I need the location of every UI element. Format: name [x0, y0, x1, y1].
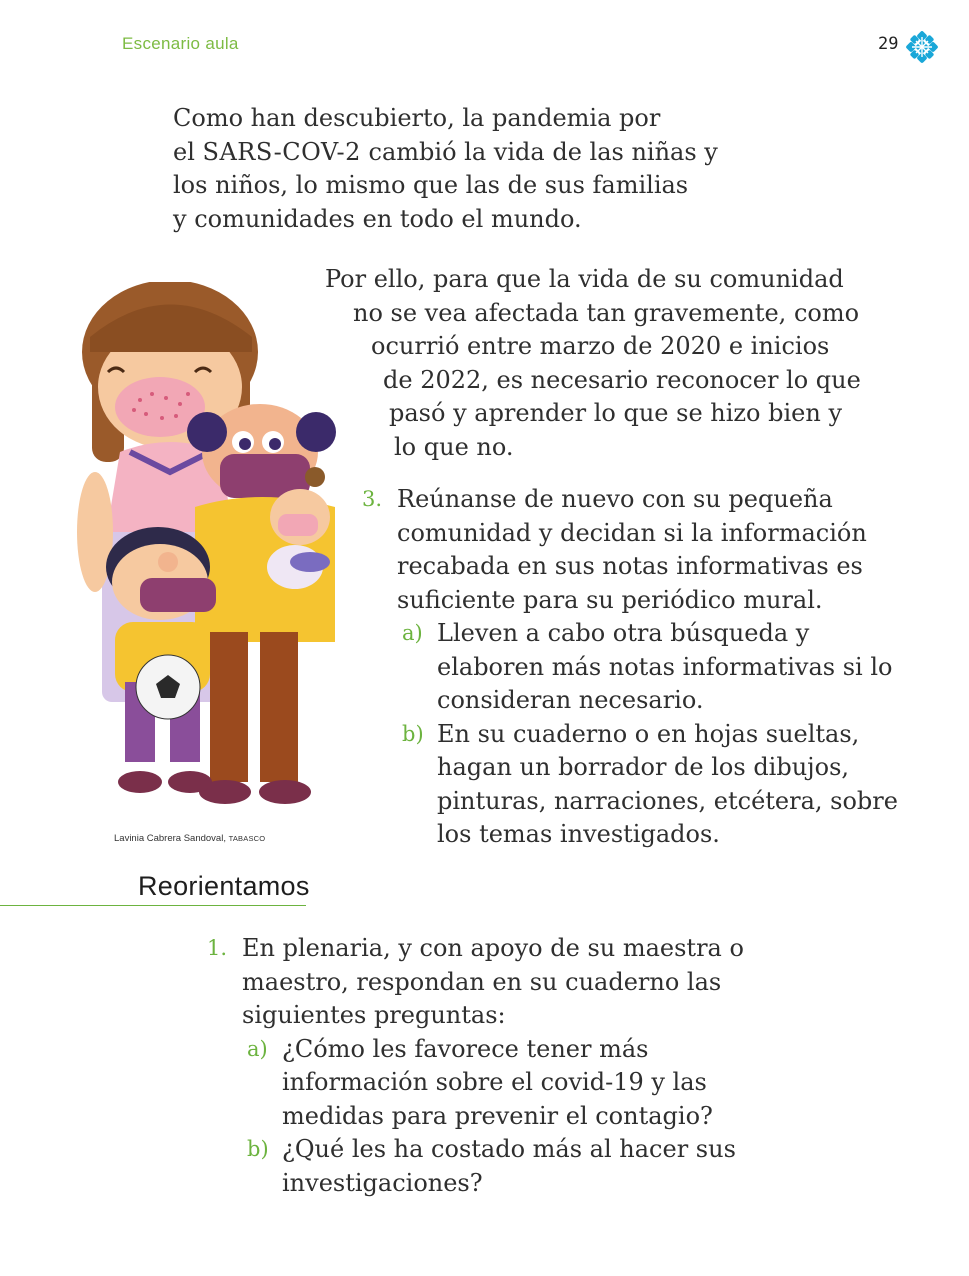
context-line: ocurrió entre marzo de 2020 e inicios: [371, 332, 830, 360]
list-subitem: [247, 1133, 807, 1200]
reorientamos-step-1: [207, 932, 807, 1200]
boy-figure: [106, 527, 216, 793]
page-number: 29: [878, 34, 899, 54]
section-name: Escenario aula: [122, 34, 239, 53]
list-text: Reúnanse de nuevo con su pequeña comunidad y decidan si la información recabada en sus notas informativas es suficiente para su periódico mural.: [397, 485, 867, 614]
context-line: no se vea afectada tan gravemente, como: [353, 298, 860, 327]
list-subitem: [402, 617, 922, 718]
knot-emblem-icon: [906, 31, 938, 63]
context-line: pasó y aprender lo que se hizo bien y: [389, 399, 843, 427]
intro-line: el SARS-COV-2 cambió la vida de las niñas y: [173, 137, 718, 166]
context-paragraph: [320, 263, 920, 464]
context-line: Por ello, para que la vida de su comunidad: [325, 265, 844, 293]
list-letter: a): [247, 1036, 268, 1061]
family-with-masks-illustration: [70, 282, 350, 827]
list-number: 3.: [362, 487, 383, 511]
section-title: Reorientamos: [138, 871, 310, 901]
list-subitem: [402, 718, 922, 852]
list-text: Lleven a cabo otra búsqueda y elaboren más notas informativas si lo consideran necesario.: [437, 619, 893, 714]
intro-line: y comunidades en todo el mundo.: [173, 204, 582, 233]
list-text: En su cuaderno o en hojas sueltas, hagan un borrador de los dibujos, pinturas, narraciones, etcétera, sobre los temas investigados.: [437, 719, 898, 848]
list-text: ¿Qué les ha costado más al hacer sus investigaciones?: [282, 1135, 736, 1197]
intro-line: los niños, lo mismo que las de sus familias: [173, 171, 689, 199]
activity-step-3: [362, 483, 922, 852]
context-line: de 2022, es necesario reconocer lo que: [383, 365, 861, 394]
list-letter: b): [402, 721, 424, 746]
list-subitem: [247, 1033, 807, 1134]
illustration-credit: Lavinia Cabrera Sandoval, TABASCO: [114, 833, 266, 844]
list-letter: b): [247, 1137, 269, 1161]
list-number: 1.: [207, 936, 228, 960]
intro-paragraph: [173, 102, 733, 236]
section-divider: [0, 905, 306, 906]
context-line: lo que no.: [394, 432, 514, 461]
virus-name: SARS-COV-2: [202, 137, 361, 166]
list-letter: a): [402, 621, 423, 645]
intro-line: Como han descubierto, la pandemia por: [173, 104, 661, 132]
list-text: En plenaria, y con apoyo de su maestra o maestro, respondan en su cuaderno las siguientes preguntas:: [242, 934, 744, 1029]
list-text: ¿Cómo les favorece tener más información sobre el covid-19 y las medidas para prevenir el contagio?: [282, 1034, 713, 1130]
list-item: [362, 483, 922, 617]
list-item: [207, 932, 807, 1033]
